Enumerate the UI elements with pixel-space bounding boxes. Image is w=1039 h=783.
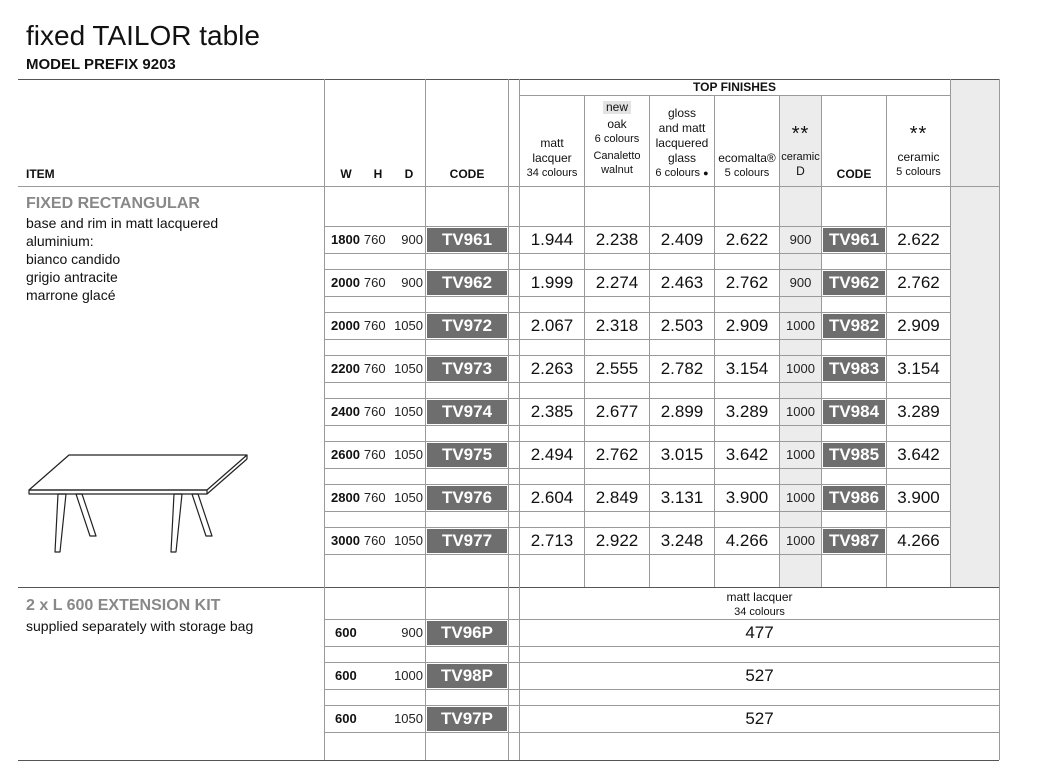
product-code: TV972 [427, 314, 507, 338]
price-eco: 3.642 [725, 445, 769, 464]
depth-value: 1050 [394, 404, 423, 419]
price-gloss: 2.463 [660, 273, 704, 292]
product-code: TV975 [427, 443, 507, 467]
dimensions-cell [331, 232, 423, 248]
height-value: 760 [363, 232, 386, 247]
price-gloss: 3.248 [660, 531, 704, 550]
depth-value: 1050 [394, 318, 423, 333]
ceramic-code: TV983 [823, 357, 885, 381]
price-ceramic: 2.622 [897, 230, 940, 249]
depth-value: 900 [401, 625, 423, 640]
row-bottom-line [324, 689, 999, 690]
width-value: 2800 [331, 490, 360, 505]
row-bottom-line [324, 339, 950, 340]
section-fixed-rectangular-title: FIXED RECTANGULAR [26, 195, 200, 212]
dimensions-cell [331, 490, 423, 506]
row-bottom-line [324, 296, 950, 297]
dimensions-cell [335, 711, 423, 727]
ceramic-code: TV986 [823, 486, 885, 510]
width-value: 2000 [331, 318, 360, 333]
price-matt-lacquer: 527 [745, 709, 774, 728]
price-oak: 2.318 [595, 316, 639, 335]
width-value: 2600 [331, 447, 360, 462]
header-h: H [373, 167, 383, 181]
dimensions-cell [335, 625, 423, 641]
price-oak: 2.922 [595, 531, 639, 550]
row-top-line [324, 662, 999, 663]
product-code: TV97P [427, 707, 507, 731]
ceramic-depth: 1000 [786, 404, 815, 419]
row-bottom-line [324, 253, 950, 254]
width-value: 600 [335, 668, 357, 683]
price-ceramic: 2.909 [897, 316, 940, 335]
depth-value: 1050 [394, 490, 423, 505]
ceramic-depth: 1000 [786, 490, 815, 505]
header-code2: CODE [836, 167, 872, 181]
product-code: TV976 [427, 486, 507, 510]
section-fixed-rectangular-desc: base and rim in matt lacquered aluminium: bianco candido grigio antracite marrone glacé [26, 215, 219, 303]
width-value: 2000 [331, 275, 360, 290]
bullet-icon: ● [703, 168, 709, 178]
right-margin-shade [950, 79, 999, 587]
price-gloss: 2.503 [660, 316, 704, 335]
row-top-line [324, 705, 999, 706]
finish-matt-lacquer: matt lacquer 34 colours [526, 136, 578, 179]
price-ceramic: 3.900 [897, 488, 940, 507]
price-eco: 3.289 [725, 402, 769, 421]
depth-value: 1000 [394, 668, 423, 683]
section-extension-kit-title: 2 x L 600 EXTENSION KIT [26, 597, 221, 614]
price-eco: 2.762 [725, 273, 769, 292]
price-gloss: 2.409 [660, 230, 704, 249]
price-matt: 1.944 [530, 230, 574, 249]
product-code: TV974 [427, 400, 507, 424]
price-ceramic: 3.154 [897, 359, 940, 378]
depth-value: 1050 [394, 361, 423, 376]
ceramic-code: TV984 [823, 400, 885, 424]
product-code: TV973 [427, 357, 507, 381]
header-top-finishes: TOP FINISHES [693, 80, 776, 94]
double-asterisk-icon: ** [909, 123, 928, 145]
price-oak: 2.677 [595, 402, 639, 421]
price-ceramic: 3.642 [897, 445, 940, 464]
product-code: TV96P [427, 621, 507, 645]
finish-ecomalta: ecomalta® 5 colours [718, 151, 776, 179]
header-item: ITEM [26, 167, 55, 181]
product-code: TV977 [427, 529, 507, 553]
double-asterisk-icon: ** [791, 123, 810, 145]
dimensions-cell [331, 447, 423, 463]
finish-ceramic-d: ** ceramic D [781, 123, 820, 178]
height-value: 760 [363, 361, 386, 376]
price-gloss: 2.899 [660, 402, 704, 421]
price-eco: 4.266 [725, 531, 769, 550]
dimensions-cell [331, 275, 423, 291]
ceramic-code: TV985 [823, 443, 885, 467]
dimensions-cell [331, 318, 423, 334]
ceramic-depth: 1000 [786, 447, 815, 462]
table-illustration [26, 452, 252, 558]
finish-oak-walnut: new oak 6 colours Canaletto walnut [593, 100, 641, 176]
depth-value: 900 [401, 232, 423, 247]
price-matt: 2.385 [530, 402, 574, 421]
price-ceramic: 2.762 [897, 273, 940, 292]
header-w: W [340, 167, 352, 181]
ceramic-code: TV987 [823, 529, 885, 553]
price-matt-lacquer: 527 [745, 666, 774, 685]
row-top-line [324, 619, 999, 620]
row-top-line [324, 398, 950, 399]
row-bottom-line [324, 554, 950, 555]
finish-gloss-glass: gloss and matt lacquered glass 6 colours ● [655, 106, 709, 179]
product-code: TV961 [427, 228, 507, 252]
price-matt: 1.999 [530, 273, 574, 292]
price-gloss: 3.015 [660, 445, 704, 464]
price-matt-lacquer: 477 [745, 623, 774, 642]
ceramic-code: TV961 [823, 228, 885, 252]
row-bottom-line [324, 511, 950, 512]
row-top-line [324, 355, 950, 356]
row-top-line [324, 527, 950, 528]
depth-value: 1050 [394, 533, 423, 548]
price-matt: 2.067 [530, 316, 574, 335]
page-subtitle: MODEL PREFIX 9203 [26, 56, 176, 73]
height-value: 760 [363, 447, 386, 462]
price-eco: 2.622 [725, 230, 769, 249]
ceramic-depth: 1000 [786, 361, 815, 376]
width-value: 1800 [331, 232, 360, 247]
price-ceramic: 3.289 [897, 402, 940, 421]
height-value: 760 [363, 533, 386, 548]
height-value: 760 [363, 318, 386, 333]
header-code: CODE [449, 167, 485, 181]
ceramic-depth: 900 [789, 275, 812, 290]
depth-value: 1050 [394, 711, 423, 726]
ceramic-depth: 1000 [786, 318, 815, 333]
price-gloss: 2.782 [660, 359, 704, 378]
section-extension-kit-desc: supplied separately with storage bag [26, 618, 254, 634]
depth-value: 1050 [394, 447, 423, 462]
price-ceramic: 4.266 [897, 531, 940, 550]
width-value: 600 [335, 625, 357, 640]
product-code: TV962 [427, 271, 507, 295]
price-matt: 2.263 [530, 359, 574, 378]
price-eco: 2.909 [725, 316, 769, 335]
price-matt: 2.494 [530, 445, 574, 464]
row-bottom-line [324, 382, 950, 383]
row-top-line [324, 441, 950, 442]
dimensions-cell [331, 404, 423, 420]
ceramic-code: TV982 [823, 314, 885, 338]
row-top-line [324, 484, 950, 485]
price-oak: 2.238 [595, 230, 639, 249]
product-code: TV98P [427, 664, 507, 688]
dimensions-cell [331, 533, 423, 549]
extension-finish-matt-lacquer: matt lacquer 34 colours [726, 590, 793, 618]
width-value: 2200 [331, 361, 360, 376]
price-matt: 2.713 [530, 531, 574, 550]
ceramic-depth: 900 [789, 232, 812, 247]
price-oak: 2.762 [595, 445, 639, 464]
price-oak: 2.274 [595, 273, 639, 292]
width-value: 2400 [331, 404, 360, 419]
price-matt: 2.604 [530, 488, 574, 507]
price-eco: 3.154 [725, 359, 769, 378]
row-bottom-line [324, 425, 950, 426]
dimensions-cell [331, 361, 423, 377]
height-value: 760 [363, 404, 386, 419]
price-eco: 3.900 [725, 488, 769, 507]
dimensions-cell [335, 668, 423, 684]
price-oak: 2.849 [595, 488, 639, 507]
width-value: 600 [335, 711, 357, 726]
page-title: fixed TAILOR table [26, 20, 260, 51]
header-d: D [404, 167, 414, 181]
row-bottom-line [324, 646, 999, 647]
ceramic-depth: 1000 [786, 533, 815, 548]
row-bottom-line [324, 468, 950, 469]
price-oak: 2.555 [595, 359, 639, 378]
depth-value: 900 [401, 275, 423, 290]
row-top-line [324, 269, 950, 270]
height-value: 760 [363, 490, 386, 505]
finish-ceramic: ** ceramic 5 colours [887, 124, 950, 179]
new-badge: new [603, 101, 631, 114]
price-gloss: 3.131 [660, 488, 704, 507]
width-value: 3000 [331, 533, 360, 548]
ceramic-code: TV962 [823, 271, 885, 295]
row-top-line [324, 226, 950, 227]
height-value: 760 [363, 275, 386, 290]
row-bottom-line [324, 732, 999, 733]
row-top-line [324, 312, 950, 313]
